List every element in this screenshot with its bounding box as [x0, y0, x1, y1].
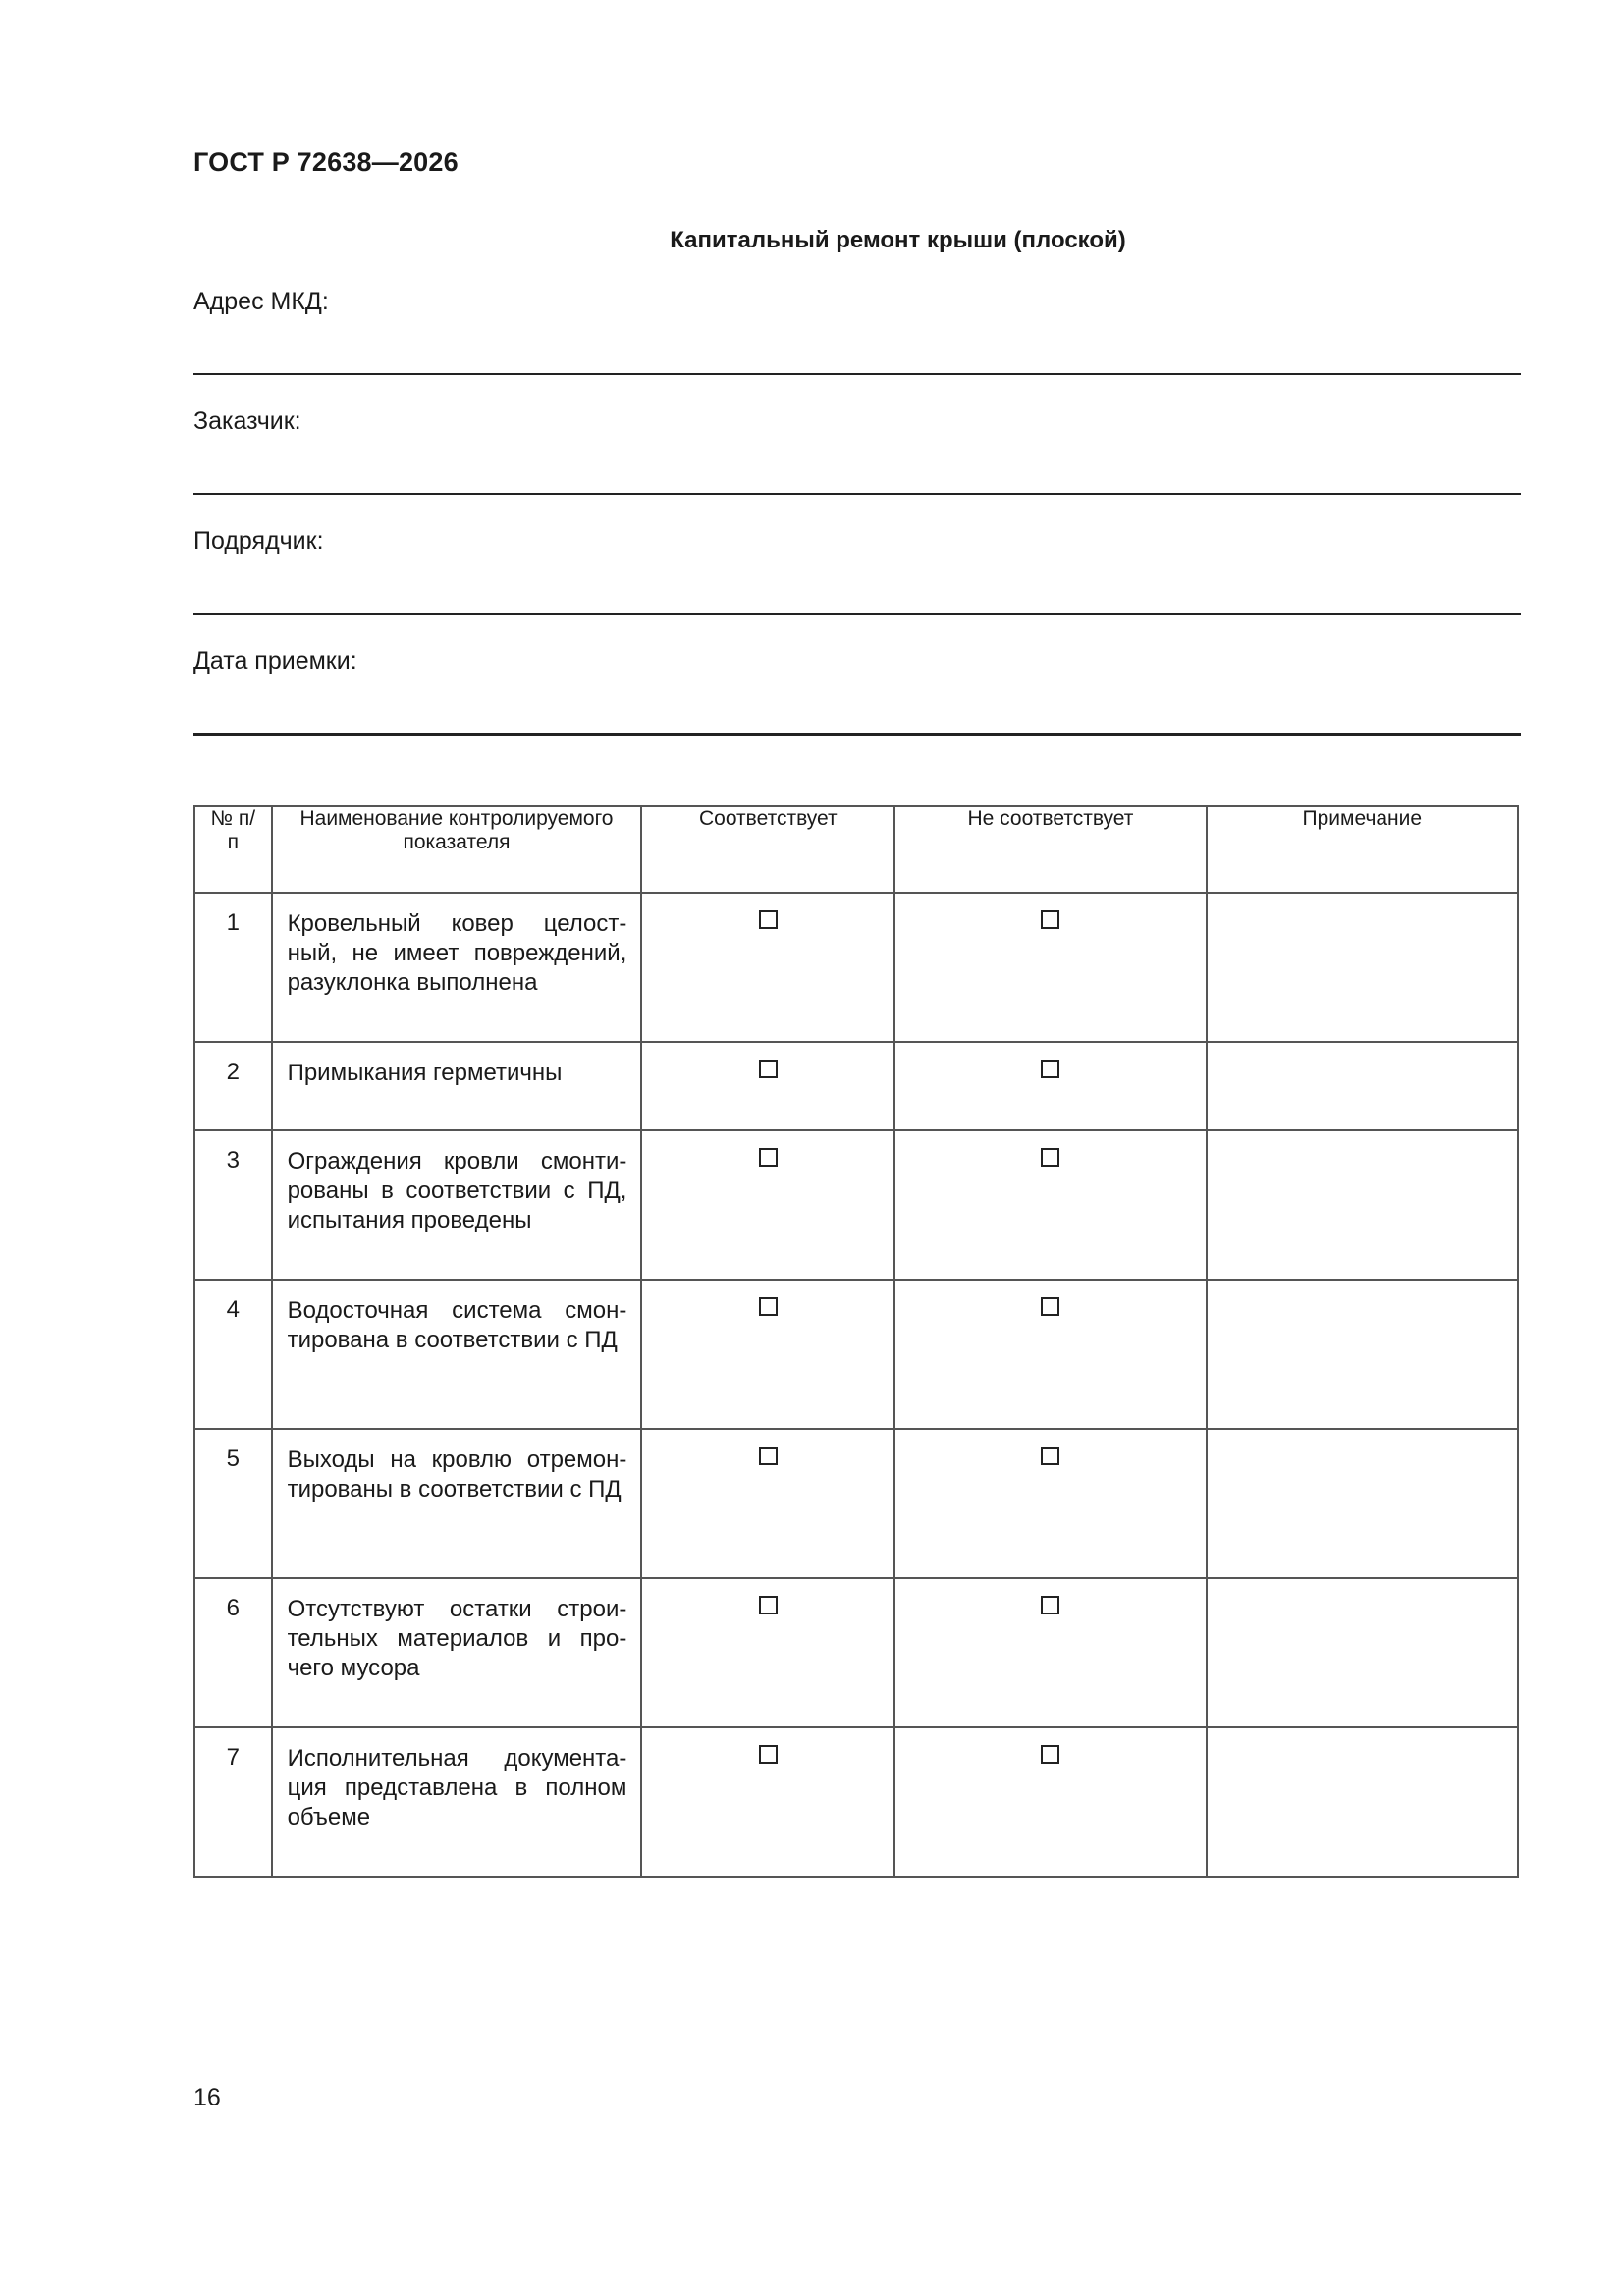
table-header-row — [194, 806, 1518, 893]
not-complies-checkbox[interactable] — [1041, 1596, 1059, 1614]
table-row — [194, 1130, 1518, 1280]
not-complies-cell — [894, 893, 1206, 1042]
not-complies-cell — [894, 1130, 1206, 1280]
field-label-customer: Заказчик: — [193, 408, 301, 435]
document-code: ГОСТ Р 72638—2026 — [193, 147, 459, 177]
complies-checkbox[interactable] — [759, 1447, 778, 1465]
field-line-acceptance-date[interactable] — [193, 733, 1521, 736]
row-indicator-name: Исполнительная документа-ция представлена в полном объеме — [272, 1727, 642, 1877]
note-cell[interactable] — [1207, 1429, 1518, 1578]
table-row — [194, 1042, 1518, 1130]
row-indicator-name: Кровельный ковер целост-ный, не имеет повреждений, разуклонка выполнена — [272, 893, 642, 1042]
table-row — [194, 1578, 1518, 1727]
complies-cell — [641, 1130, 894, 1280]
row-number: 4 — [194, 1280, 272, 1429]
not-complies-checkbox[interactable] — [1041, 1447, 1059, 1465]
not-complies-cell — [894, 1578, 1206, 1727]
row-indicator-name: Отсутствуют остатки строи-тельных материалов и про-чего мусора — [272, 1578, 642, 1727]
complies-checkbox[interactable] — [759, 1745, 778, 1764]
not-complies-checkbox[interactable] — [1041, 1297, 1059, 1316]
not-complies-checkbox[interactable] — [1041, 1060, 1059, 1078]
not-complies-cell — [894, 1429, 1206, 1578]
not-complies-cell — [894, 1280, 1206, 1429]
complies-checkbox[interactable] — [759, 1060, 778, 1078]
not-complies-checkbox[interactable] — [1041, 910, 1059, 929]
row-indicator-name: Водосточная система смон-тирована в соответствии с ПД — [272, 1280, 642, 1429]
field-line-contractor[interactable] — [193, 613, 1521, 615]
row-number: 7 — [194, 1727, 272, 1877]
complies-checkbox[interactable] — [759, 1297, 778, 1316]
column-header-name: Наименование контролируемого показателя — [272, 806, 642, 893]
page-number: 16 — [193, 2084, 221, 2111]
note-cell[interactable] — [1207, 1578, 1518, 1727]
row-indicator-name: Выходы на кровлю отремон-тированы в соответствии с ПД — [272, 1429, 642, 1578]
row-indicator-name: Примыкания герметичны — [272, 1042, 642, 1130]
row-number: 2 — [194, 1042, 272, 1130]
complies-checkbox[interactable] — [759, 1596, 778, 1614]
row-indicator-name: Ограждения кровли смонти-рованы в соответствии с ПД, испытания проведены — [272, 1130, 642, 1280]
column-header-note: Примечание — [1207, 806, 1518, 893]
note-cell[interactable] — [1207, 1727, 1518, 1877]
complies-checkbox[interactable] — [759, 910, 778, 929]
table-row — [194, 893, 1518, 1042]
not-complies-checkbox[interactable] — [1041, 1148, 1059, 1167]
column-header-not-complies: Не соответствует — [894, 806, 1206, 893]
complies-cell — [641, 1280, 894, 1429]
document-title: Капитальный ремонт крыши (плоской) — [670, 227, 1126, 253]
field-label-acceptance-date: Дата приемки: — [193, 647, 357, 675]
table-row — [194, 1429, 1518, 1578]
not-complies-cell — [894, 1727, 1206, 1877]
row-number: 1 — [194, 893, 272, 1042]
column-header-complies: Соответствует — [641, 806, 894, 893]
not-complies-checkbox[interactable] — [1041, 1745, 1059, 1764]
field-line-customer[interactable] — [193, 493, 1521, 495]
row-number: 6 — [194, 1578, 272, 1727]
field-line-address[interactable] — [193, 373, 1521, 375]
note-cell[interactable] — [1207, 1042, 1518, 1130]
complies-cell — [641, 893, 894, 1042]
checklist-table — [193, 805, 1519, 1878]
note-cell[interactable] — [1207, 1280, 1518, 1429]
note-cell[interactable] — [1207, 1130, 1518, 1280]
complies-cell — [641, 1042, 894, 1130]
field-label-address: Адрес МКД: — [193, 288, 329, 315]
not-complies-cell — [894, 1042, 1206, 1130]
complies-checkbox[interactable] — [759, 1148, 778, 1167]
table-row — [194, 1727, 1518, 1877]
field-label-contractor: Подрядчик: — [193, 527, 324, 555]
table-row — [194, 1280, 1518, 1429]
complies-cell — [641, 1727, 894, 1877]
row-number: 3 — [194, 1130, 272, 1280]
complies-cell — [641, 1429, 894, 1578]
row-number: 5 — [194, 1429, 272, 1578]
complies-cell — [641, 1578, 894, 1727]
note-cell[interactable] — [1207, 893, 1518, 1042]
column-header-num: № п/п — [194, 806, 272, 893]
